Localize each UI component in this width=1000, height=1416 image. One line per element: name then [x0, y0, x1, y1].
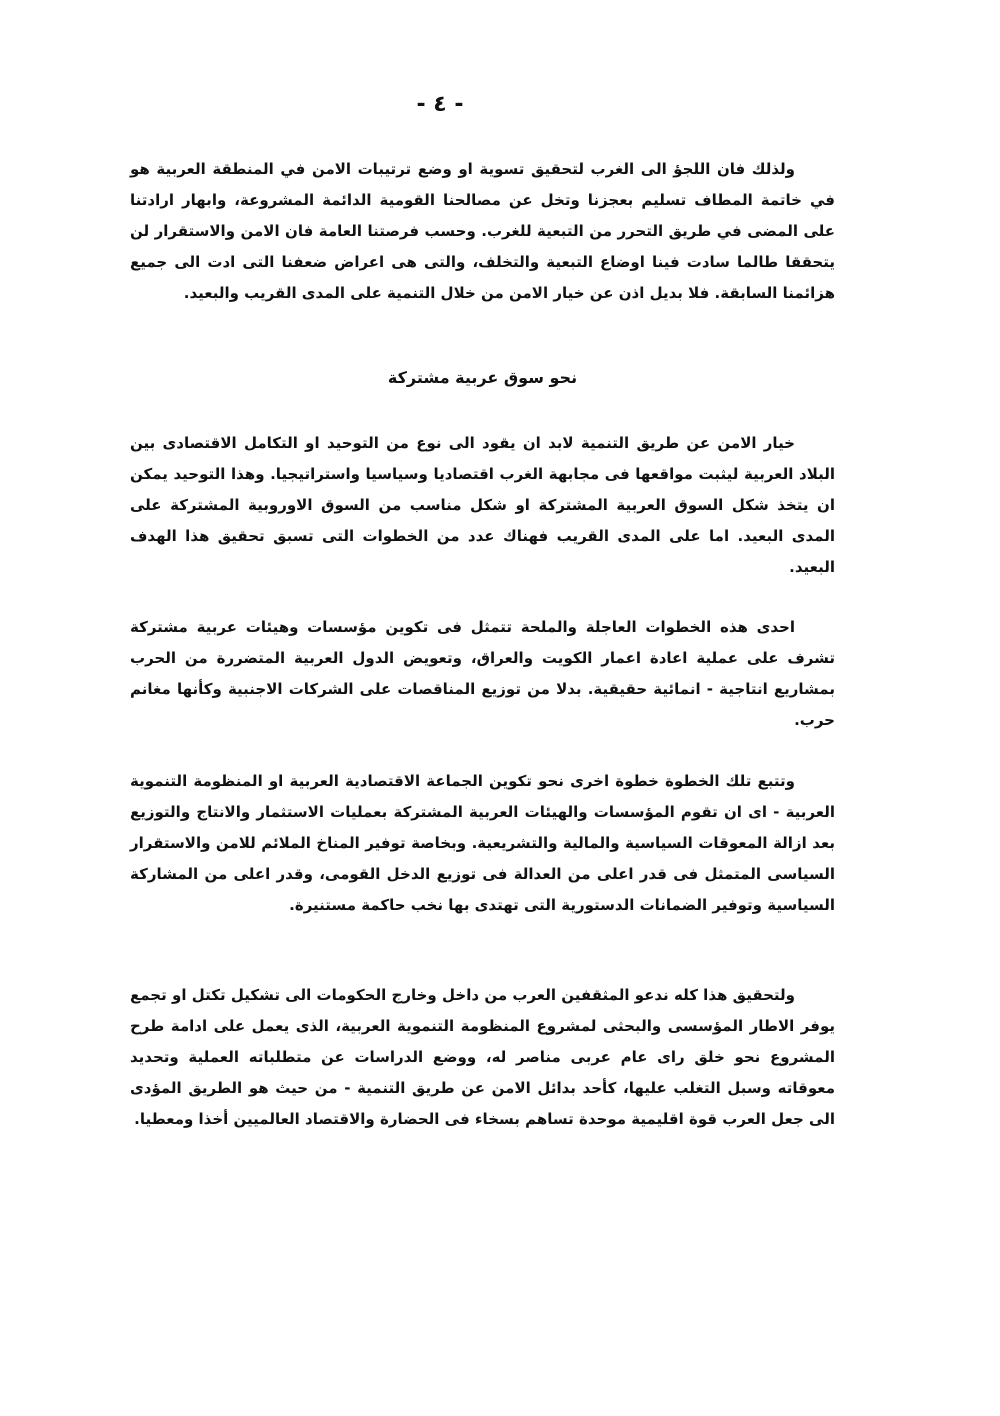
- paragraph-4: [130, 766, 835, 921]
- paragraph-text: وتتبع تلك الخطوة خطوة اخرى نحو تكوين الجماعة الاقتصادية العربية او المنظومة التنموية العربية - اى ان تقوم المؤسسات والهيئات العربية المشتركة بعمليات الاستثمار والانتاج والتوزيع بعد ازالة المعوقات السياسية والمالية والتشريعية. وبخاصة توفير المناخ الملائم للامن والاستقرار السياسى المتمثل فى قدر اعلى من العدالة فى توزيع الدخل القومى، وقدر اعلى من المشاركة السياسية وتوفير الضمانات الدستورية التى تهتدى بها نخب حاكمة مستنيرة.: [130, 772, 835, 914]
- paragraph-text: احدى هذه الخطوات العاجلة والملحة تتمثل فى تكوين مؤسسات وهيئات عربية مشتركة تشرف على عملية اعادة اعمار الكويت والعراق، وتعويض الدول العربية المتضررة من الحرب بمشاريع انتاجية - انمائية حقيقية. بدلا من توزيع المناقصات على الشركات الاجنبية وكأنها مغانم حرب.: [130, 618, 835, 729]
- page-number: - ٤ -: [416, 92, 464, 117]
- section-heading: نحو سوق عربية مشتركة: [387, 368, 578, 387]
- paragraph-1: [130, 154, 835, 309]
- paragraph-text: ولذلك فان اللجؤ الى الغرب لتحقيق تسوية او وضع ترتيبات الامن في المنطقة العربية هو في خاتمة المطاف تسليم بعجزنا وتخل عن مصالحنا القومية الدائمة المشروعة، وابهار ارادتنا على المضى في طريق التحرر من التبعية للغرب. وحسب فرصتنا العامة فان الامن والاستقرار لن يتحققا طالما سادت فينا اوضاع التبعية والتخلف، والتى هى اعراض ضعفنا التى ادت الى جميع هزائمنا السابقة. فلا بديل اذن عن خيار الامن من خلال التنمية على المدى القريب والبعيد.: [130, 160, 835, 302]
- paragraph-2: [130, 428, 835, 583]
- paragraph-5: [130, 980, 835, 1135]
- paragraph-text: ولتحقيق هذا كله ندعو المثقفين العرب من داخل وخارج الحكومات الى تشكيل تكتل او تجمع يوفر الاطار المؤسسى والبحثى لمشروع المنظومة التنموية العربية، الذى يعمل على ادامة طرح المشروع نحو خلق راى عام عربى مناصر له، ووضع الدراسات عن متطلباته العملية وتحديد معوقاته وسبل التغلب عليها، كأحد بدائل الامن عن طريق التنمية - من حيث هو الطريق المؤدى الى جعل العرب قوة اقليمية موحدة تساهم بسخاء فى الحضارة والاقتصاد العالميين أخذا ومعطيا.: [130, 986, 835, 1128]
- paragraph-text: خيار الامن عن طريق التنمية لابد ان يقود الى نوع من التوحيد او التكامل الاقتصادى بين البلاد العربية ليثبت مواقعها فى مجابهة الغرب اقتصاديا وسياسيا واستراتيجيا. وهذا التوحيد يمكن ان يتخذ شكل السوق العربية المشتركة او شكل مناسب من السوق الاوروبية المشتركة على المدى البعيد. اما على المدى القريب فهناك عدد من الخطوات التى تسبق تحقيق هذا الهدف البعيد.: [130, 434, 835, 576]
- paragraph-3: [130, 612, 835, 736]
